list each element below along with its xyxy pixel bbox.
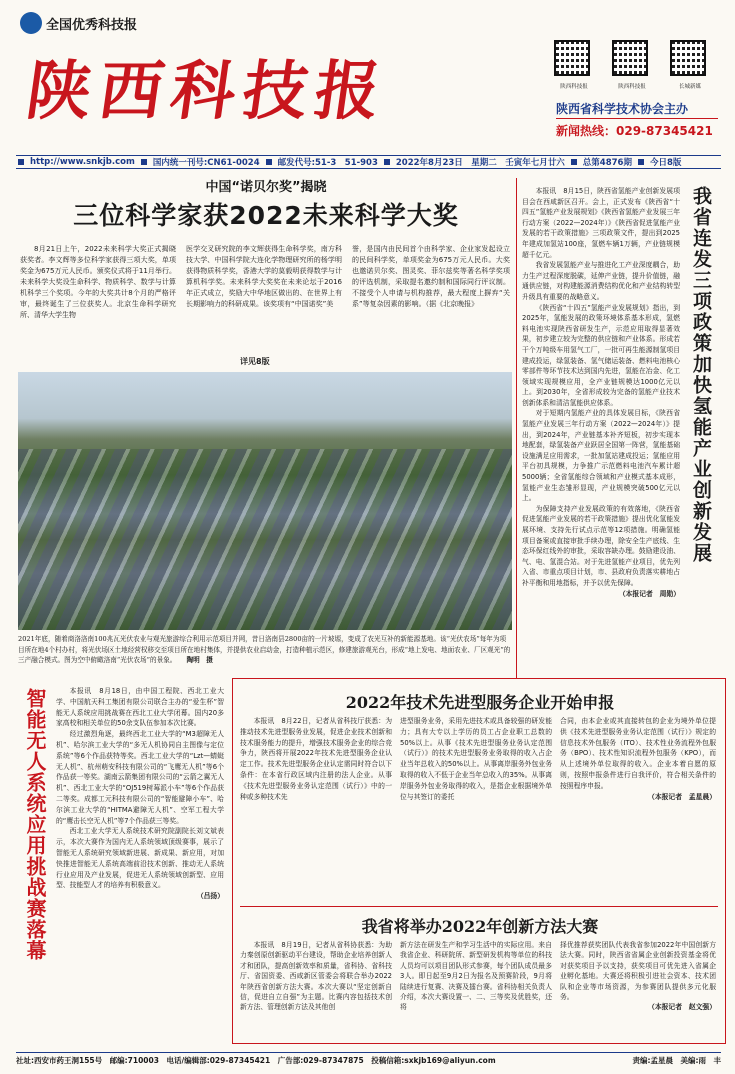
lead-kicker: 中国“诺贝尔奖”揭晓 [205,180,327,195]
qr-label: 陕西科技报 [560,84,588,90]
issue-number: 总第4876期 [582,158,632,168]
qr-code-icon [554,40,590,76]
masthead-slogan: 全国优秀科技报 [46,18,138,33]
square-bullet-icon [141,159,147,165]
see-more-link[interactable]: 详见8版 [240,357,270,366]
method-column: 新方法在研发生产和学习生活中的实际应用。来自我省企业、科研院所、新型研发机构等单位的科技人员均可以项目团队形式参赛，每个团队成员最多3人。即日起至9月2日为报名及预赛阶段，9月将陆续进行复赛、决赛及擂台赛。省科协相关负责人介绍，本次大赛设置一、二、三等奖及优胜奖，还将 [400,941,552,1012]
square-bullet-icon [638,159,644,165]
square-bullet-icon [384,159,390,165]
page-count: 今日8版 [649,158,682,168]
photo-credit: 陶明 摄 [186,656,213,664]
masthead-title: 陕西科技报 [21,54,393,129]
issue-date: 2022年8月23日 星期二 壬寅年七月廿六 [395,158,565,168]
qr-label: 长城新媒 [678,84,701,90]
masthead-logo-icon [20,12,42,34]
service-column: 进型服务业务，采用先进技术或具备较强的研发能力；具有大专以上学历的员工占企业职工总数的50%以上。从事《技术先进型服务业务认定范围（试行）》的技术先进型服务业务取得的收入占企业当年总收入的50%以上。从事离岸服务外包业务取得的收入不低于企业当年总收入的35%。从事离岸服务外包业务取得的收入，是指企业根据境外单位与其签订的委托 [400,717,552,801]
footer-editors: 责编:孟星晨 美编:雨 丰 [632,1056,721,1065]
robots-headline: 智能无人系统应用挑战赛落幕 [23,688,47,961]
square-bullet-icon [266,159,272,165]
masthead [0,0,735,150]
qr-code-icon [612,40,648,76]
service-column: 合同，由本企业或其直接转包的企业为境外单位提供《技术先进型服务业务认定范围（试行）》规定的信息技术外包服务（ITO）、技术性业务流程外包服务（BPO）、技术性知识流程外包服务（KPO），而从上述境外单位取得的收入。企业本着自愿的原则，按照申报条件进行自我评价，符合相关条件的按照程序申报。 （本报记者 孟星晨） [560,717,716,801]
cn-number: 国内统一刊号:CN61-0024 [152,158,260,168]
hydrogen-story-body: 本报讯 8月15日，陕西省氢能产业创新发展项目会在西咸新区召开。会上，正式发布《陕西省“十四五”氢能产业发展规划》《陕西省氢能产业发展三年行动方案（2022—2024年）》《陕西省促进氢能产业发展的若干政策措施》三项政策文件，提出到2025年建成加氢站100座，氢燃车辆1万辆，产业链规模超千亿元。 我省发展氢能产业与推进化工产业深度耦合，助力生产过程深度脱碳，延伸产业链，提升价值链，融通供应链，对构建能源消费结构优化和产业结构转型升级具有重要的战略意义。 《陕西省“十四五”氢能产业发展规划》指出，到2025年，氢能发展的政策环境体系基本形成，氢燃料电池实现陕西省研发生产，示范应用取得显著效果，初步建立较为完整的供应链和产业体系。形成若干个万吨级车用氢气工厂，一批可再生能源制氢项目建成投运，绿氢装备、氢气储运装备、燃料电池核心零部件等环节技术达到国内先进，氢能在冶金、化工领域实现规模应用，全产业链规模达1000亿元以上。到2030年，全省形成较为完备的氢能产业技术创新体系和清洁氢能供应体系。 对于短期内氢能产业的具体发展目标，《陕西省氢能产业发展三年行动方案（2022—2024年）》提出，到2024年，产业链基本补齐短板，初步实现本地配套，绿氢装备产业跃居全国第一阵营，氢能基础设施满足应用需求，一批加氢站建成投运；氢能应用平台初具规模，力争推广示范燃料电池汽车累计超5000辆；全省氢能综合领域和产业模式基本成形，氢能产业生态雏形显现，产业规模突破500亿元以上。 为保障支持产业发展政策的有效落地，《陕西省促进氢能产业发展的若干政策措施》提出优化氢能发展环境、支持先行试点示范等12项措施。明确氢能项目备案或直接审批手续办理，除安全生产底线、生态环保红线外的审批，采取容缺办理。鼓励建设油、气、电、氢混合站。对于先进氢能产业项目，优先列入省、市重点项目计划，市、县政府负责落实耕地占补平衡和用地指标，并予以优先保障。 （本报记者 周勋） [522,187,680,598]
lead-headline: 三位科学家获2022未来科学大奖 [73,201,459,230]
footer [16,1052,721,1068]
method-column: 本报讯 8月19日，记者从省科协获悉：为助力秦创原创新驱动平台建设，帮助企业培养创新人才和团队，提高创新效率和质量，省科协、省科技厅、省国资委、西咸新区管委会将联合举办2022年陕西省创新方法大赛。本次大赛以“坚定创新自信，促进自立自强”为主题。比赛内容包括技术创新方法、管理创新方法及其他创 [240,941,392,1012]
section-divider [240,906,718,907]
sponsor: 陕西省科学技术协会主办 [556,102,689,116]
qr-code-icon [670,40,706,76]
method-column: 择优推荐获奖团队代表我省参加2022年中国创新方法大赛。同时，陕西省省属企业创新投资基金将优对获奖项目予以支持，获奖项目可优先进入省属企业孵化基地。大赛还将积极引进社会资本、技术团队和企业等市场资源，为参赛团队提供多元化服务。 （本报记者 赵文强） [560,941,716,1012]
footer-contact: 社址:西安市药王洞155号 邮编:710003 电话/编辑部:029-87345421 广告部:029-87347875 投稿信箱:sxkjb169@aliyun.com [16,1056,496,1065]
qr-label: 陕西科技报 [618,84,646,90]
method-headline: 我省将举办2022年创新方法大赛 [361,917,599,936]
hydrogen-headline: 我省连发三项政策加快氢能产业创新发展 [690,186,712,564]
website-link[interactable]: http://www.snkjb.com [30,157,135,167]
lead-column: 8月21日上午，2022未来科学大奖正式揭晓获奖者。李文辉等多位科学家获得三项大奖，单项奖金为675万元人民币。颁奖仪式将于11月举行。未来科学大奖设生命科学、物质科学、数学与计算机科学三个奖项。今年的大奖共计8个月的严格评审，最终诞生了三位获奖人。北京生命科学研究所、清华大学生物 [20,245,176,319]
dateline [16,155,721,169]
square-bullet-icon [18,159,24,165]
robots-story-body: 本报讯 8月18日，由中国工程院、西北工业大学、中国航天科工集团有限公司联合主办的“爱生杯”智能无人系统应用挑战赛在西北工业大学闭幕。国内20多家高校和相关单位的50余支队伍参加本次比赛。 经过激烈角逐，最终西北工业大学的“M3超障无人机”、哈尔滨工业大学的“多无人机协同自主图像与定位系统”等6个作品获特等奖。西北工业大学的“Lzt—蜻蜓无人机”、杭州萌安科技有限公司的“飞鹰无人机”等6个作品获一等奖。湖南云箭集团有限公司的“云箭之翼无人机”、西北工业大学的“OJ519树莓派小车”等6个作品获二等奖。成都工元科技有限公司的“智能避障小车”、哈尔滨工业大学的“HITMA避障无人机”、空军工程大学的“鹰击长空无人机”等7个作品获三等奖。 西北工业大学无人系统技术研究院副院长刘文斌表示，本次大赛作为国内无人系统领域顶级赛事，展示了智能无人系统研究领域新进展、新成果、新应用，对加快推进智能无人系统高端前沿技术创新、推动无人系统行业应用及产业发展，促进无人系统领域创新型、应用型、技能型人才的培养有积极意义。 （吕扬） [56,687,224,901]
solar-panels-texture [18,449,512,630]
square-bullet-icon [571,159,577,165]
solar-farm-photo [18,372,512,630]
lead-column: 医学交叉研究院的李文辉获得生命科学奖，南方科技大学、中国科学院大连化学物理研究所的杨学明获得物质科学奖，香港大学的莫毅明获得数学与计算机科学奖。未来科学大奖奖在未来论坛于2016年正式成立，奖励大中华地区做出的、在世界上有长期影响力的科研成果。该奖项有“中国诺奖”美 [186,245,342,308]
photo-caption: 2021年底，随着商洛洛南100兆瓦光伏农业与观光旅游综合利用示范项目并网，昔日洛南县2800亩的一片坡塬，变成了农光互补的新能源基地。该“光伏农场”每年为项目所在地4个村办村，将光伏场区土地经营权移交至项目所在地村集体，并提供农业启动金，打造种植示范区，修建旅游观光台，形成“地上发电、地面农业、厂区观光”的三产融合模式。图为空中俯瞰洛南“光伏农场”的景象。 陶明 摄 [18,635,511,664]
service-headline: 2022年技术先进型服务企业开始申报 [345,693,615,712]
postal-code: 邮发代号:51-3 51-903 [277,158,378,168]
hotline: 新闻热线：029-87345421 [556,124,713,138]
service-column: 本报讯 8月22日，记者从省科技厅获悉：为推动技术先进型服务业发展，促进企业技术创新和技术服务能力的提升，增强技术服务企业的综合竞争力，陕西将开展2022年技术先进型服务企业认定工作。技术先进型服务企业认定需同时符合以下条件：在本省行政区域内注册的法人企业。从事《技术先进型服务业务认定范围（试行）》中的一种或多种技术先 [240,717,392,801]
lead-column: 誉，是国内由民间首个由科学家、企业家发起设立的民间科学奖，单项奖金为675万元人民币。大奖也邀诺贝尔奖、图灵奖、菲尔兹奖等著名科学奖项的评选机制，采取提名邀约制和国际同行评议制。不接受个人申请与机构推荐，最大程度上摒弃“关系”等复杂因素的影响。（据《北京晚报》 [352,245,510,308]
masthead-rule [556,118,718,119]
